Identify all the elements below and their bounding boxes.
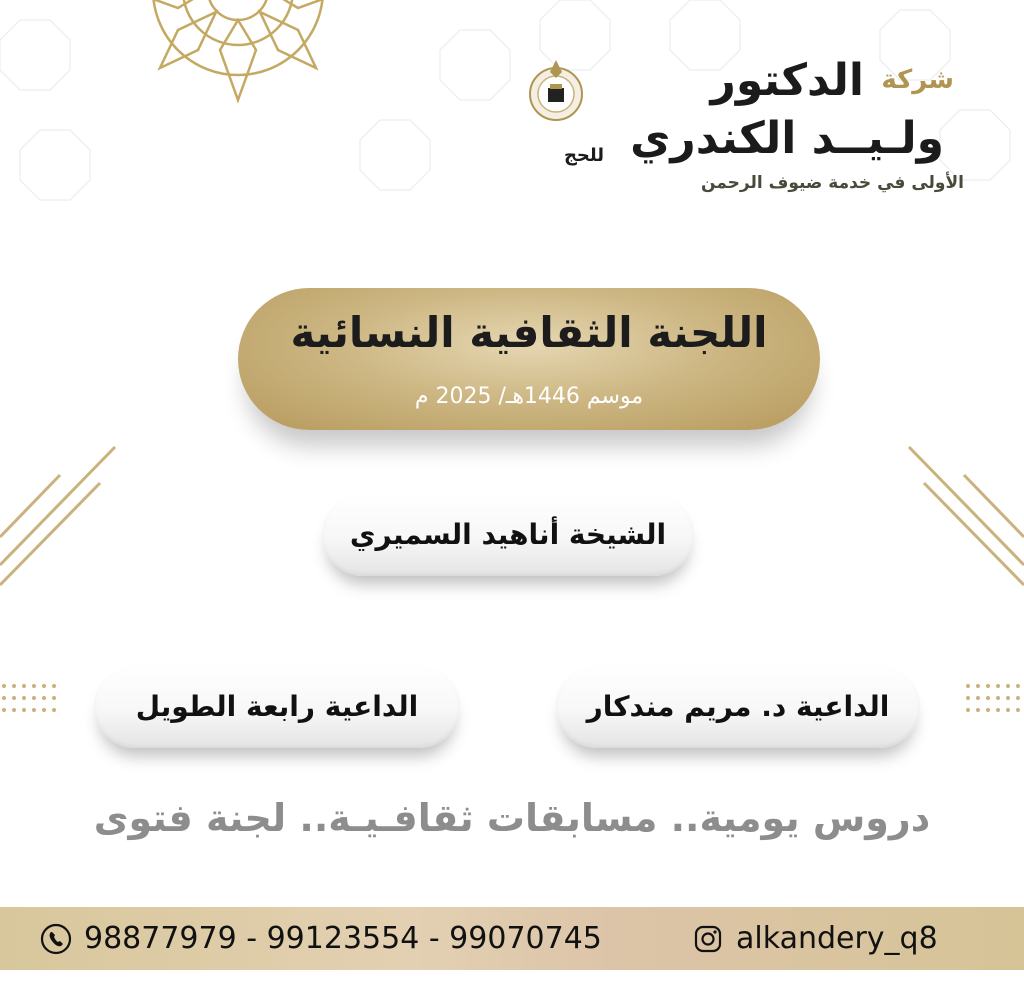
speaker-name-left: الداعية رابعة الطويل: [135, 690, 419, 723]
left-diagonal-lines: [0, 445, 120, 595]
activities-text: دروس يومية.. مسابقات ثقافـيـة.. لجنة فتوى: [93, 796, 931, 840]
right-diagonal-lines: [904, 445, 1024, 595]
phone-icon: [40, 923, 72, 955]
company-title-line1: الدكتور: [710, 55, 864, 106]
speaker-pill-right: [556, 666, 920, 748]
company-hajj-label: للحج: [563, 145, 604, 166]
gold-mandala-ornament: [108, 0, 368, 130]
title-banner: [238, 288, 820, 430]
instagram-icon: [692, 923, 724, 955]
speaker-name-top: الشيخة أناهيد السميري: [349, 518, 667, 551]
instagram-handle: alkandery_q8: [736, 921, 938, 956]
company-tagline: الأولى في خدمة ضيوف الرحمن: [700, 173, 964, 193]
left-dot-grid: [0, 682, 60, 722]
instagram-contact: [692, 907, 938, 970]
phone-numbers: 98877979 - 99123554 - 99070745: [84, 921, 602, 956]
right-dot-grid: [964, 682, 1024, 722]
phone-contact: [40, 907, 602, 970]
speaker-pill-top: [322, 494, 694, 576]
season-text: موسم 1446هـ/ 2025 م: [414, 384, 644, 409]
company-title-line2: ولـيــد الكندري: [630, 113, 944, 164]
footer-bar: [0, 907, 1024, 970]
committee-title: اللجنة الثقافية النسائية: [290, 308, 768, 357]
speaker-name-right: الداعية د. مريم مندكار: [586, 690, 890, 723]
company-emblem-icon: [526, 58, 586, 124]
speaker-pill-left: [94, 666, 460, 748]
company-label: شركة: [881, 65, 954, 95]
